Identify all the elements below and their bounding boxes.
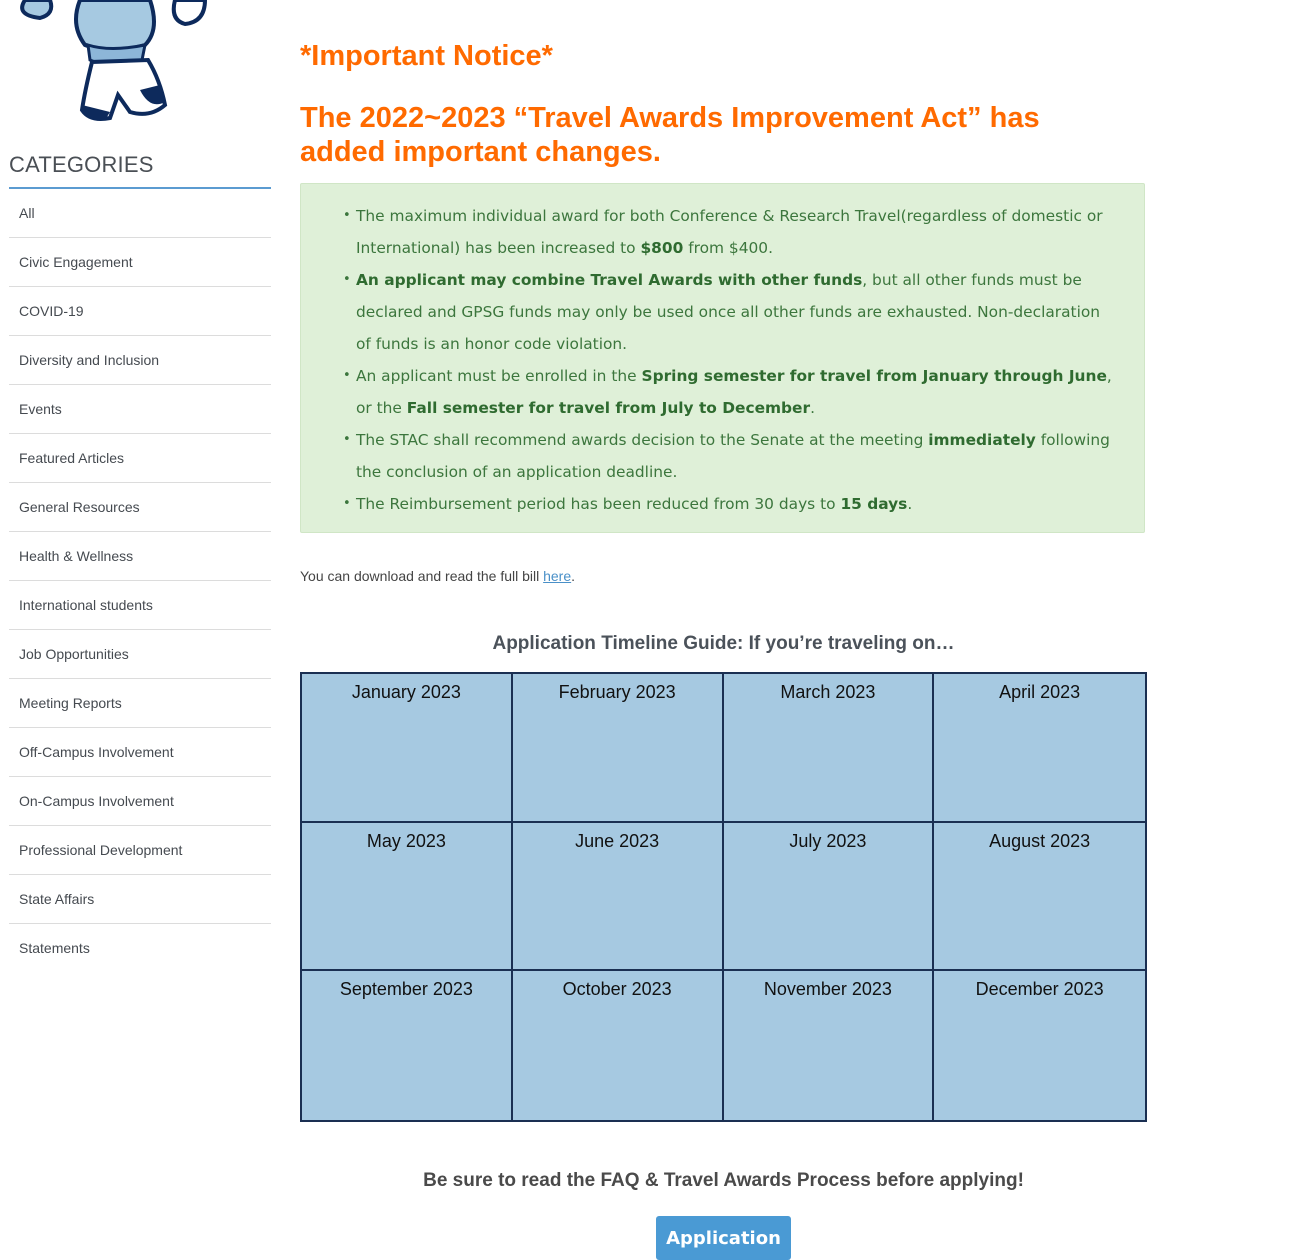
changes-alert-box <box>300 183 1145 533</box>
change-text: . <box>810 399 815 417</box>
change-text: The Reimbursement period has been reduced from 30 days to <box>356 495 841 513</box>
change-item <box>356 424 1114 488</box>
timeline-month-cell: October 2023 <box>513 971 724 1120</box>
timeline-month-cell: April 2023 <box>934 674 1145 823</box>
category-item[interactable]: Statements <box>19 940 90 956</box>
timeline-grid <box>300 672 1147 1122</box>
timeline-month-cell: May 2023 <box>302 823 513 972</box>
category-item[interactable]: COVID-19 <box>9 287 271 336</box>
change-item <box>356 360 1114 424</box>
timeline-month-cell: June 2023 <box>513 823 724 972</box>
categories-heading: CATEGORIES <box>9 152 154 177</box>
change-item <box>356 488 1114 520</box>
timeline-month-cell: December 2023 <box>975 979 1104 1000</box>
change-item <box>356 200 1114 264</box>
changes-list <box>301 184 1144 520</box>
download-prefix: You can download and read the full bill <box>300 568 544 584</box>
timeline-month-cell: January 2023 <box>302 674 513 823</box>
download-bill-link[interactable]: here <box>543 568 572 584</box>
change-text: , or the <box>356 367 1112 417</box>
category-item[interactable]: Civic Engagement <box>9 238 271 287</box>
change-emphasis: $800 <box>640 239 684 257</box>
change-emphasis: 15 days <box>840 495 908 513</box>
faq-reminder: Be sure to read the FAQ & Travel Awards Process before applying! <box>423 1170 1024 1191</box>
category-item[interactable]: Diversity and Inclusion <box>9 336 271 385</box>
timeline-month-cell: March 2023 <box>724 674 935 823</box>
category-item[interactable]: Health & Wellness <box>9 532 271 581</box>
timeline-month-cell: September 2023 <box>302 971 513 1120</box>
category-item[interactable]: Events <box>9 385 271 434</box>
category-item[interactable]: General Resources <box>9 483 271 532</box>
change-text: An applicant must be enrolled in the <box>356 367 642 385</box>
important-notice-heading: *Important Notice* <box>300 40 553 72</box>
change-text: , but all other funds must be declared and GPSG funds may only be used once all other funds are exhausted. Non-declaration of funds is an honor code violation. <box>356 271 1101 353</box>
category-item[interactable]: On-Campus Involvement <box>9 777 271 826</box>
category-list <box>9 189 271 972</box>
change-text: . <box>907 495 913 513</box>
change-emphasis: An applicant may combine Travel Awards with other funds <box>356 271 863 289</box>
timeline-month-cell: November 2023 <box>724 971 935 1120</box>
change-emphasis: Spring semester for travel from January through June <box>641 367 1107 385</box>
category-item[interactable]: International students <box>9 581 271 630</box>
category-item[interactable]: Meeting Reports <box>9 679 271 728</box>
change-text: The STAC shall recommend awards decision to the Senate at the meeting <box>356 431 929 449</box>
timeline-month-cell: August 2023 <box>934 823 1145 972</box>
change-emphasis: immediately <box>928 431 1036 449</box>
category-item[interactable]: All <box>9 189 271 238</box>
category-item[interactable]: Off-Campus Involvement <box>9 728 271 777</box>
change-item <box>356 264 1114 360</box>
download-bill-text <box>300 568 575 584</box>
mascot-logo <box>10 0 210 125</box>
timeline-month-cell: February 2023 <box>513 674 724 823</box>
timeline-heading: Application Timeline Guide: If you’re traveling on… <box>492 633 955 654</box>
category-item[interactable]: Featured Articles <box>9 434 271 483</box>
act-headline: The 2022~2023 “Travel Awards Improvement Act” has added important changes. <box>300 102 1040 168</box>
application-button[interactable]: Application <box>656 1216 791 1260</box>
category-item[interactable]: Job Opportunities <box>9 630 271 679</box>
change-text: following the conclusion of an application deadline. <box>356 431 1110 481</box>
change-emphasis: Fall semester for travel from July to December <box>406 399 811 417</box>
change-text: The maximum individual award for both Conference & Research Travel(regardless of domestic or International) has been increased to <box>356 207 1103 257</box>
category-item[interactable]: Professional Development <box>9 826 271 875</box>
category-item[interactable]: State Affairs <box>9 875 271 924</box>
change-text: from $400. <box>683 239 773 257</box>
timeline-month-cell: July 2023 <box>724 823 935 972</box>
download-suffix: . <box>571 568 576 584</box>
